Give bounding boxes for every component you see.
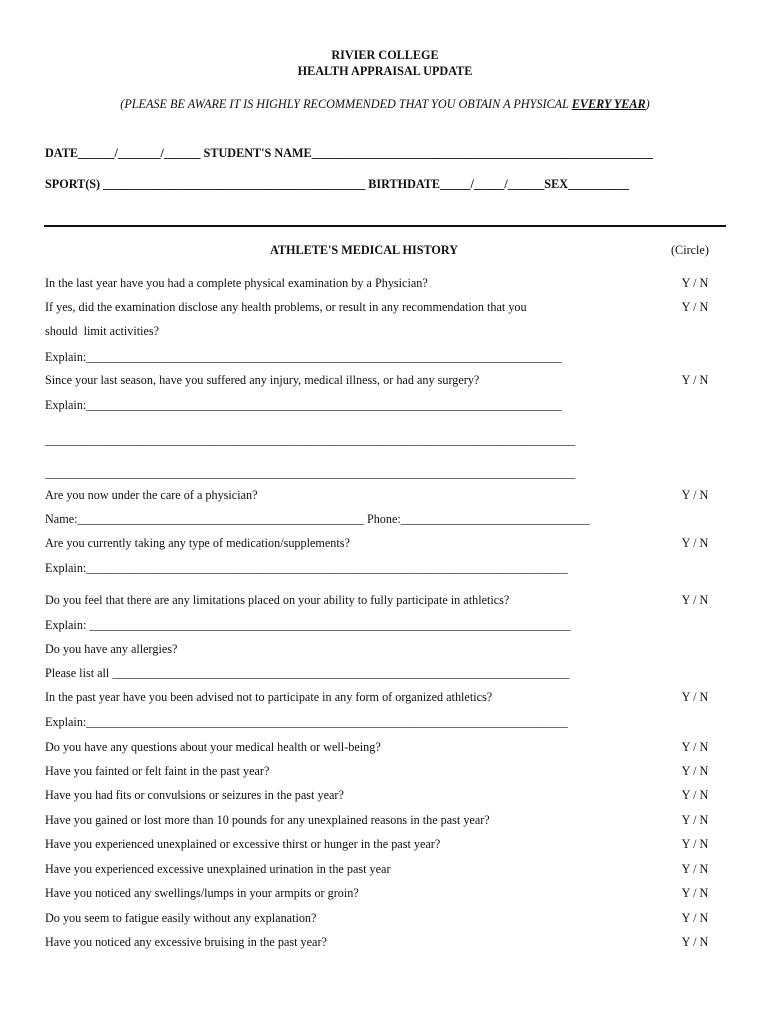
question-text: Are you currently taking any type of medication/supplements?	[45, 536, 350, 550]
question-text: Since your last season, have you suffered any injury, medical illness, or had any surgery?	[45, 373, 480, 387]
college-name: RIVIER COLLEGE	[331, 48, 439, 62]
question-text: Have you experienced unexplained or excessive thirst or hunger in the past year?	[45, 837, 441, 851]
answer-line[interactable]: Explain:_______________________________________________________________________________	[45, 715, 568, 729]
question-text: Have you noticed any excessive bruising in the past year?	[45, 935, 327, 949]
yes-no-choice[interactable]: Y / N	[681, 788, 709, 802]
yes-no-choice[interactable]: Y / N	[681, 886, 709, 900]
answer-line[interactable]: Explain:______________________________________________________________________________	[45, 350, 562, 364]
question-text: Have you experienced excessive unexplained urination in the past year	[45, 862, 391, 876]
question-text: should limit activities?	[45, 324, 160, 338]
question-text: In the last year have you had a complete physical examination by a Physician?	[45, 276, 428, 290]
notice-text: (PLEASE BE AWARE IT IS HIGHLY RECOMMENDED THAT YOU OBTAIN A PHYSICAL	[120, 97, 572, 111]
question-text: Are you now under the care of a physician?	[45, 488, 258, 502]
question-text: Have you had fits or convulsions or seizures in the past year?	[45, 788, 344, 802]
physical-notice	[0, 97, 770, 111]
question-text: Do you have any allergies?	[45, 642, 178, 656]
yes-no-choice[interactable]: Y / N	[681, 536, 709, 550]
date-name-line[interactable]: DATE______/_______/______ STUDENT'S NAME________________________________________________________	[45, 146, 653, 160]
question-text: Do you feel that there are any limitations placed on your ability to fully participate in athletics?	[45, 593, 510, 607]
yes-no-choice[interactable]: Y / N	[681, 690, 709, 704]
yes-no-choice[interactable]: Y / N	[681, 488, 709, 502]
question-text: Do you seem to fatigue easily without any explanation?	[45, 911, 317, 925]
yes-no-choice[interactable]: Y / N	[681, 276, 709, 290]
yes-no-choice[interactable]: Y / N	[681, 862, 709, 876]
answer-line[interactable]: Name:_______________________________________________ Phone:_______________________________	[45, 512, 590, 526]
yes-no-choice[interactable]: Y / N	[681, 593, 709, 607]
section-title: ATHLETE'S MEDICAL HISTORY	[270, 243, 459, 257]
yes-no-choice[interactable]: Y / N	[681, 935, 709, 949]
yes-no-choice[interactable]: Y / N	[681, 911, 709, 925]
question-text: If yes, did the examination disclose any health problems, or result in any recommendation that you	[45, 300, 527, 314]
answer-line[interactable]: Explain: _______________________________________________________________________________	[45, 618, 571, 632]
yes-no-choice[interactable]: Y / N	[681, 764, 709, 778]
answer-line[interactable]: Please list all ___________________________________________________________________________	[45, 666, 570, 680]
question-text: In the past year have you been advised not to participate in any form of organized athletics?	[45, 690, 493, 704]
answer-line[interactable]: Explain:______________________________________________________________________________	[45, 398, 562, 412]
notice-emphasis: EVERY YEAR	[571, 97, 646, 111]
yes-no-choice[interactable]: Y / N	[681, 740, 709, 754]
form-title: HEALTH APPRAISAL UPDATE	[297, 64, 473, 78]
section-divider	[44, 225, 726, 227]
question-text: Do you have any questions about your medical health or well-being?	[45, 740, 381, 754]
yes-no-choice[interactable]: Y / N	[681, 300, 709, 314]
answer-line[interactable]: _______________________________________________________________________________________	[45, 433, 576, 447]
answer-line[interactable]: _______________________________________________________________________________________	[45, 466, 576, 480]
yes-no-choice[interactable]: Y / N	[681, 813, 709, 827]
question-text: Have you fainted or felt faint in the past year?	[45, 764, 270, 778]
yes-no-choice[interactable]: Y / N	[681, 837, 709, 851]
question-text: Have you gained or lost more than 10 pounds for any unexplained reasons in the past year?	[45, 813, 490, 827]
yes-no-choice[interactable]: Y / N	[681, 373, 709, 387]
notice-close: )	[645, 97, 650, 111]
sport-birthdate-line[interactable]: SPORT(S) ___________________________________________ BIRTHDATE_____/_____/______SEX__________	[45, 177, 629, 191]
answer-line[interactable]: Explain:_______________________________________________________________________________	[45, 561, 568, 575]
circle-label: (Circle)	[671, 243, 709, 257]
question-text: Have you noticed any swellings/lumps in your armpits or groin?	[45, 886, 359, 900]
